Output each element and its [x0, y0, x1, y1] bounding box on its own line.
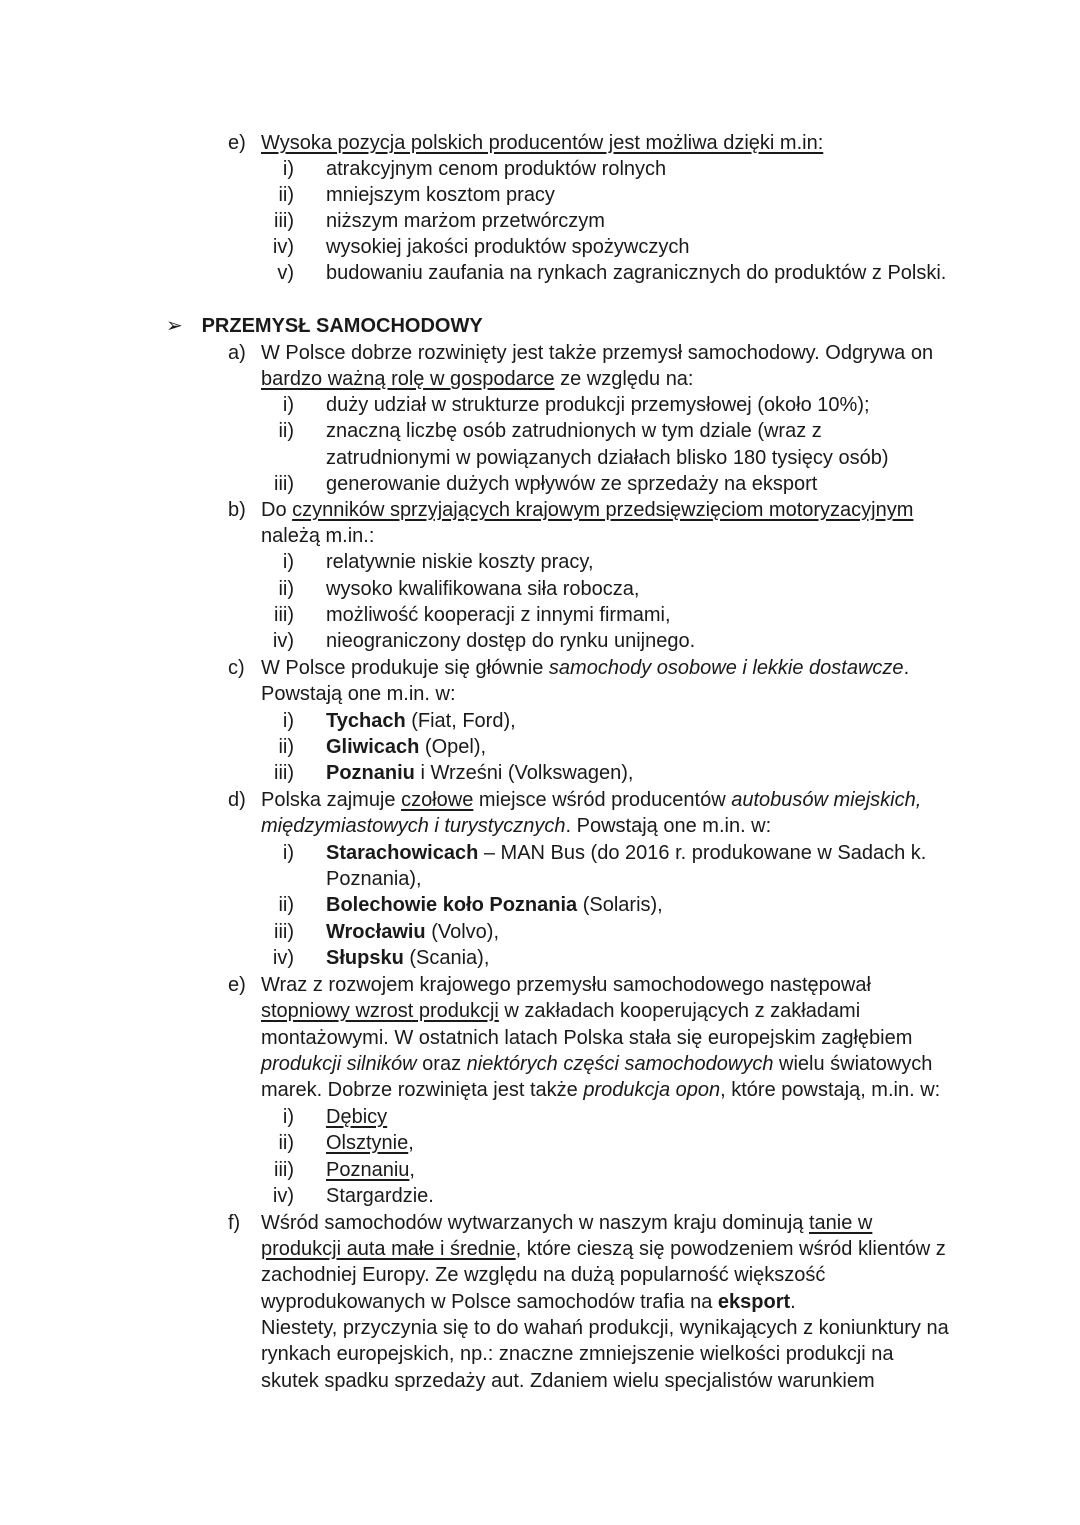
paragraph-line: rynkach europejskich, np.: znaczne zmniejszenie wielkości produkcji na — [261, 1343, 894, 1365]
list-numeral: iii) — [274, 762, 294, 784]
list-item: generowanie dużych wpływów ze sprzedaży na eksport — [326, 473, 818, 495]
text: , które powstają, m.in. w: — [720, 1079, 941, 1101]
list-numeral: iv) — [272, 236, 294, 258]
list-item: niższym marżom przetwórczym — [326, 210, 605, 232]
list-item — [326, 734, 486, 760]
list-numeral: iii) — [274, 1159, 294, 1181]
list-numeral: ii) — [278, 736, 294, 758]
list-label: e) — [228, 974, 246, 996]
list-numeral: v) — [277, 262, 294, 284]
list-numeral: iii) — [274, 210, 294, 232]
section-heading — [166, 313, 483, 339]
section-title: Wysoka pozycja polskich producentów jest możliwa dzięki m.in: — [261, 132, 824, 154]
bold-text: Tychach — [326, 710, 406, 732]
list-numeral: i) — [282, 710, 294, 732]
text: . Powstają one m.in. w: — [565, 815, 772, 837]
underlined-text: Olsztynie — [326, 1132, 409, 1154]
text: Wśród samochodów wytwarzanych w naszym kraju dominują — [261, 1212, 809, 1234]
paragraph-line: W Polsce dobrze rozwinięty jest także przemysł samochodowy. Odgrywa on — [261, 342, 934, 364]
paragraph-line — [261, 813, 771, 839]
underlined-text: tanie w — [808, 1212, 873, 1234]
bold-text: Bolechowie koło Poznania — [326, 894, 578, 916]
text: (Scania), — [403, 947, 490, 969]
list-item — [326, 1183, 434, 1209]
paragraph-line: montażowymi. W ostatnich latach Polska stała się europejskim zagłębiem — [261, 1027, 913, 1049]
list-item: relatywnie niskie koszty pracy, — [326, 551, 594, 573]
paragraph-line: Wraz z rozwojem krajowego przemysłu samochodowego następował — [261, 974, 871, 996]
list-item — [326, 840, 926, 866]
paragraph-line — [261, 366, 694, 392]
text: (Opel), — [419, 736, 487, 758]
list-numeral: i) — [282, 394, 294, 416]
paragraph-line — [261, 655, 909, 681]
text: , — [408, 1132, 414, 1154]
italic-text: międzymiastowych i turystycznych — [261, 815, 566, 837]
paragraph-line — [261, 1077, 940, 1103]
bold-text: Wrocławiu — [326, 921, 426, 943]
paragraph-line: Niestety, przyczynia się to do wahań produkcji, wynikających z koniunktury na — [261, 1317, 949, 1339]
underlined-text: Poznaniu — [326, 1159, 410, 1181]
list-item — [326, 1104, 387, 1130]
list-numeral: i) — [282, 551, 294, 573]
list-numeral: i) — [282, 158, 294, 180]
underlined-text: czołowe — [401, 789, 474, 811]
list-item-continuation: zatrudnionymi w powiązanych działach blisko 180 tysięcy osób) — [326, 447, 889, 469]
list-item — [326, 760, 633, 786]
bold-text: Gliwicach — [326, 736, 420, 758]
list-item: mniejszym kosztom pracy — [326, 184, 555, 206]
text: Do — [261, 499, 293, 521]
list-label: a) — [228, 342, 246, 364]
list-numeral: ii) — [278, 184, 294, 206]
text: – MAN Bus (do 2016 r. produkowane w Sadach k. — [478, 842, 927, 864]
italic-text: samochody osobowe i lekkie dostawcze — [548, 657, 904, 679]
text: (Volvo), — [425, 921, 500, 943]
bold-text: Słupsku — [326, 947, 404, 969]
italic-text: niektórych części samochodowych — [466, 1053, 774, 1075]
text: wyprodukowanych w Polsce samochodów trafia na — [261, 1291, 718, 1313]
paragraph-line: Powstają one m.in. w: — [261, 683, 456, 705]
arrow-bullet-icon: ➢ — [166, 315, 183, 337]
list-item-continuation: Poznania), — [326, 868, 422, 890]
text: oraz — [416, 1053, 467, 1075]
list-item — [326, 1130, 414, 1156]
list-item — [326, 919, 499, 945]
bold-text: Poznaniu — [326, 762, 415, 784]
italic-text: produkcja opon — [583, 1079, 721, 1101]
underlined-text: bardzo ważną rolę w gospodarce — [261, 368, 555, 390]
text: Polska zajmuje — [261, 789, 402, 811]
list-item: wysoko kwalifikowana siła robocza, — [326, 578, 640, 600]
paragraph-line — [261, 1051, 932, 1077]
paragraph-line — [261, 1210, 872, 1236]
list-numeral: iv) — [272, 947, 294, 969]
list-item: wysokiej jakości produktów spożywczych — [326, 236, 690, 258]
text: (Solaris), — [577, 894, 663, 916]
text: marek. Dobrze rozwinięta jest także — [261, 1079, 584, 1101]
paragraph-line — [261, 787, 921, 813]
underlined-text: produkcji auta małe i średnie — [261, 1238, 516, 1260]
list-numeral: iv) — [272, 630, 294, 652]
text: Stargardzie. — [326, 1185, 434, 1207]
text: i Wrześni (Volkswagen), — [414, 762, 634, 784]
italic-text: produkcji silników — [261, 1053, 417, 1075]
list-numeral: ii) — [278, 578, 294, 600]
underlined-text: stopniowy wzrost produkcji — [261, 1000, 499, 1022]
list-numeral: iii) — [274, 473, 294, 495]
list-numeral: iii) — [274, 921, 294, 943]
paragraph-line — [261, 998, 860, 1024]
text: miejsce wśród producentów — [473, 789, 732, 811]
text: , które cieszą się powodzeniem wśród klientów z — [515, 1238, 946, 1260]
list-numeral: iii) — [274, 604, 294, 626]
list-numeral: ii) — [278, 894, 294, 916]
list-item — [326, 945, 489, 971]
text: , — [409, 1159, 415, 1181]
list-item: duży udział w strukturze produkcji przemysłowej (około 10%); — [326, 394, 870, 416]
text: W Polsce produkuje się głównie — [261, 657, 549, 679]
list-numeral: i) — [282, 1106, 294, 1128]
list-label: e) — [228, 132, 246, 154]
italic-text: autobusów miejskich, — [731, 789, 922, 811]
list-item — [326, 1157, 415, 1183]
bold-text: eksport — [717, 1291, 791, 1313]
underlined-text: czynników sprzyjających krajowym przedsięwzięciom motoryzacyjnym — [292, 499, 914, 521]
list-item: możliwość kooperacji z innymi firmami, — [326, 604, 671, 626]
text: wielu światowych — [773, 1053, 933, 1075]
list-numeral: ii) — [278, 1132, 294, 1154]
list-numeral: iv) — [272, 1185, 294, 1207]
list-label: f) — [228, 1212, 241, 1234]
list-label: d) — [228, 789, 246, 811]
paragraph-line: zachodniej Europy. Ze względu na dużą popularność większość — [261, 1264, 826, 1286]
list-item: nieograniczony dostęp do rynku unijnego. — [326, 630, 696, 652]
paragraph-line — [261, 497, 913, 523]
bold-text: Starachowicach — [326, 842, 479, 864]
paragraph-line: należą m.in.: — [261, 525, 375, 547]
text: ze względu na: — [554, 368, 694, 390]
paragraph-line — [261, 1236, 946, 1262]
list-label: c) — [228, 657, 245, 679]
list-item: budowaniu zaufania na rynkach zagranicznych do produktów z Polski. — [326, 262, 947, 284]
paragraph-line — [261, 1289, 796, 1315]
list-item — [326, 892, 663, 918]
list-item: atrakcyjnym cenom produktów rolnych — [326, 158, 667, 180]
paragraph-line: skutek spadku sprzedaży aut. Zdaniem wielu specjalistów warunkiem — [261, 1370, 875, 1392]
text: (Fiat, Ford), — [405, 710, 516, 732]
text: w zakładach kooperujących z zakładami — [498, 1000, 861, 1022]
list-numeral: i) — [282, 842, 294, 864]
underlined-text: Dębicy — [326, 1106, 388, 1128]
text: . — [790, 1291, 796, 1313]
list-numeral: ii) — [278, 420, 294, 442]
text: . — [903, 657, 910, 679]
heading-text: PRZEMYSŁ SAMOCHODOWY — [201, 315, 483, 337]
list-item — [326, 708, 516, 734]
list-label: b) — [228, 499, 246, 521]
list-item: znaczną liczbę osób zatrudnionych w tym dziale (wraz z — [326, 420, 822, 442]
